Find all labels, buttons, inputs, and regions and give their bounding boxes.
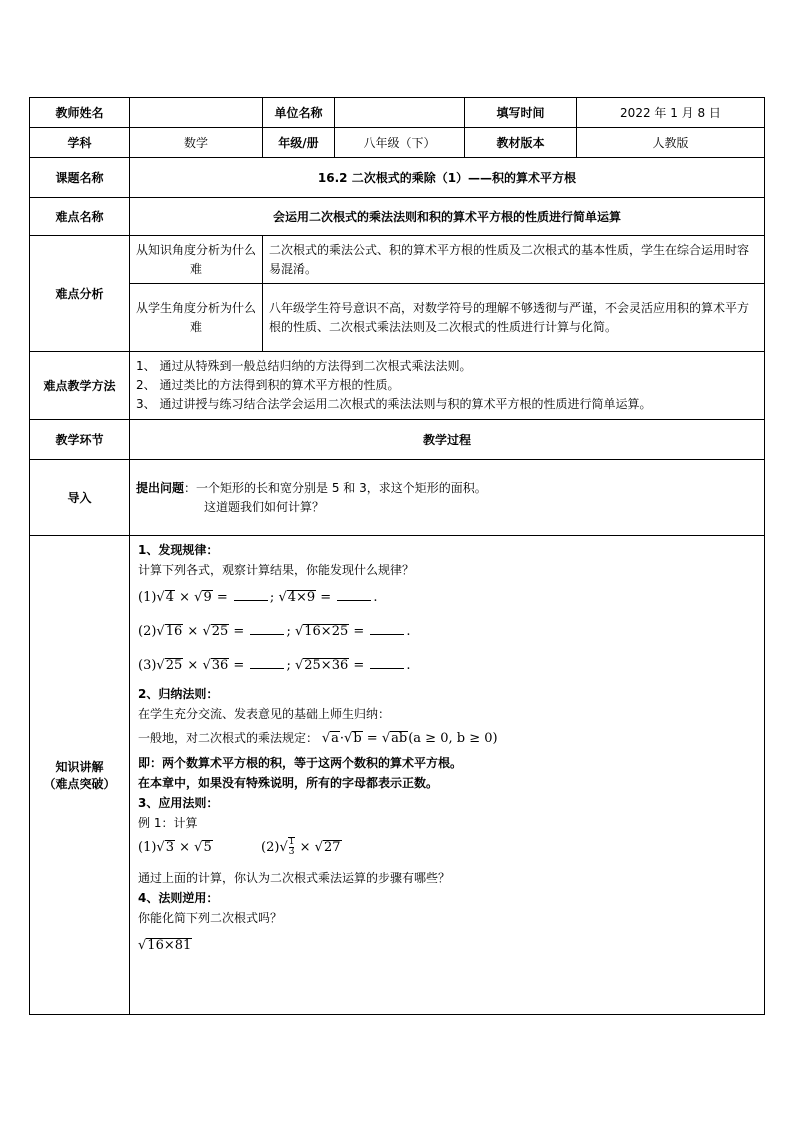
- teacher-value: [130, 98, 263, 128]
- section3-question: 通过上面的计算，你认为二次根式乘法运算的步骤有哪些？: [138, 871, 451, 885]
- expr-number: (3): [138, 658, 157, 673]
- radicand: 36: [211, 658, 229, 673]
- expr-2: (2)√16 × √25 = ; √16×25 = .: [138, 624, 411, 639]
- date-value: 2022 年 1 月 8 日: [577, 98, 765, 128]
- methods-list: [130, 352, 765, 420]
- answer-blank[interactable]: [234, 588, 268, 601]
- methods-row: [30, 352, 765, 420]
- expr-3: (3)√25 × √36 = ; √25×36 = .: [138, 658, 411, 673]
- date-label: 填写时间: [465, 98, 577, 128]
- note-text: 在本章中，如果没有特殊说明，所有的字母都表示正数。: [138, 776, 439, 790]
- unit-label: 单位名称: [263, 98, 335, 128]
- knowledge-angle-text: 二次根式的乘法公式、积的算术平方根的性质及二次根式的基本性质，学生在综合运用时容易混淆。: [263, 236, 765, 284]
- radicand: 4: [165, 590, 174, 605]
- student-angle-label: 从学生角度分析为什么难: [130, 284, 263, 352]
- intro-question-text: ：一个矩形的长和宽分别是 5 和 3，求这个矩形的面积。: [184, 480, 487, 495]
- rule-prefix: 一般地，对二次根式的乘法规定：: [138, 731, 319, 745]
- example-label: 例 1：计算: [138, 816, 198, 830]
- radicand: 27: [323, 840, 341, 855]
- section4-title: 4、法则逆用：: [138, 891, 219, 905]
- radicand: 16×25: [304, 624, 349, 639]
- radicand: 16: [165, 624, 183, 639]
- answer-blank[interactable]: [370, 622, 404, 635]
- subject-label: 学科: [30, 128, 130, 158]
- rule-condition: (a ≥ 0, b ≥ 0): [408, 731, 498, 746]
- intro-label: 导入: [30, 460, 130, 536]
- method-item: 3、 通过讲授与练习结合法学会运用二次根式的乘法法则与积的算术平方根的性质进行简单运算。: [136, 397, 652, 411]
- process-header-row: [30, 420, 765, 460]
- grade-label: 年级/册: [263, 128, 335, 158]
- rule-text: 即：两个数算术平方根的积，等于这两个数积的算术平方根。: [138, 756, 463, 770]
- section1-title: 1、发现规律：: [138, 543, 219, 557]
- intro-question-prefix: 提出问题: [136, 480, 185, 495]
- radicand: 25: [211, 624, 229, 639]
- knowledge-label-line1: 知识讲解: [55, 760, 104, 774]
- header-row-2: [30, 128, 765, 158]
- answer-blank[interactable]: [250, 622, 284, 635]
- expr-number: (1): [138, 840, 157, 855]
- knowledge-label: [30, 536, 130, 1015]
- knowledge-row: [30, 536, 765, 1015]
- method-item: 1、 通过从特殊到一般总结归纳的方法得到二次根式乘法法则。: [136, 359, 472, 373]
- intro-question: [136, 479, 758, 498]
- fraction: $\frac{1}{3}$: [288, 837, 295, 857]
- stage-label: 教学环节: [30, 420, 130, 460]
- radicand: 25×36: [304, 658, 349, 673]
- radicand: 4×9: [287, 590, 316, 605]
- grade-value: 八年级（下）: [335, 128, 465, 158]
- radicand: 9: [203, 590, 212, 605]
- example-exprs: (1)√3 × √5 (2)√ $\frac{1}{3}$ × √27: [138, 837, 341, 857]
- unit-value: [335, 98, 465, 128]
- lesson-plan-table: [29, 97, 765, 1015]
- section2-text: 在学生充分交流、发表意见的基础上师生归纳：: [138, 707, 391, 721]
- teacher-label: 教师姓名: [30, 98, 130, 128]
- answer-blank[interactable]: [370, 656, 404, 669]
- edition-label: 教材版本: [465, 128, 577, 158]
- method-item: 2、 通过类比的方法得到积的算术平方根的性质。: [136, 378, 400, 392]
- radicand: 25: [165, 658, 183, 673]
- intro-row: [30, 460, 765, 536]
- intro-followup: 这道题我们如何计算？: [204, 499, 325, 514]
- expr-number: (2): [138, 624, 157, 639]
- expr-number: (2): [261, 840, 280, 855]
- subject-value: 数学: [130, 128, 263, 158]
- knowledge-angle-label: 从知识角度分析为什么难: [130, 236, 263, 284]
- difficulty-label: 难点名称: [30, 198, 130, 236]
- header-row-1: [30, 98, 765, 128]
- process-label: 教学过程: [130, 420, 765, 460]
- edition-value: 人教版: [577, 128, 765, 158]
- rule-line: [138, 728, 756, 749]
- section3-title: 3、应用法则：: [138, 796, 219, 810]
- section4-expr: √16×81: [138, 938, 192, 953]
- difficulty-value: 会运用二次根式的乘法法则和积的算术平方根的性质进行简单运算: [130, 198, 765, 236]
- section2-title: 2、归纳法则：: [138, 687, 219, 701]
- topic-row: [30, 158, 765, 198]
- student-angle-text: 八年级学生符号意识不高，对数学符号的理解不够透彻与严谨，不会灵活应用积的算术平方根的性质、二次根式乘法法则及二次根式的性质进行计算与化简。: [263, 284, 765, 352]
- section4-text: 你能化简下列二次根式吗？: [138, 911, 283, 925]
- expr-number: (1): [138, 590, 157, 605]
- radicand: 16×81: [147, 938, 192, 953]
- expr-1: (1)√4 × √9 = ; √4×9 = .: [138, 590, 378, 605]
- knowledge-label-line2: （难点突破）: [43, 777, 116, 791]
- topic-value: 16.2 二次根式的乘除（1）——积的算术平方根: [130, 158, 765, 198]
- rule-formula: √a·√b = √ab(a ≥ 0, b ≥ 0): [321, 731, 498, 746]
- difficulty-row: [30, 198, 765, 236]
- knowledge-content: [130, 536, 765, 1015]
- analysis-row-student: [30, 284, 765, 352]
- answer-blank[interactable]: [250, 656, 284, 669]
- intro-content: [130, 460, 765, 536]
- methods-label: 难点教学方法: [30, 352, 130, 420]
- answer-blank[interactable]: [337, 588, 371, 601]
- section1-text: 计算下列各式，观察计算结果，你能发现什么规律？: [138, 563, 415, 577]
- analysis-label: 难点分析: [30, 236, 130, 352]
- analysis-row-knowledge: [30, 236, 765, 284]
- topic-label: 课题名称: [30, 158, 130, 198]
